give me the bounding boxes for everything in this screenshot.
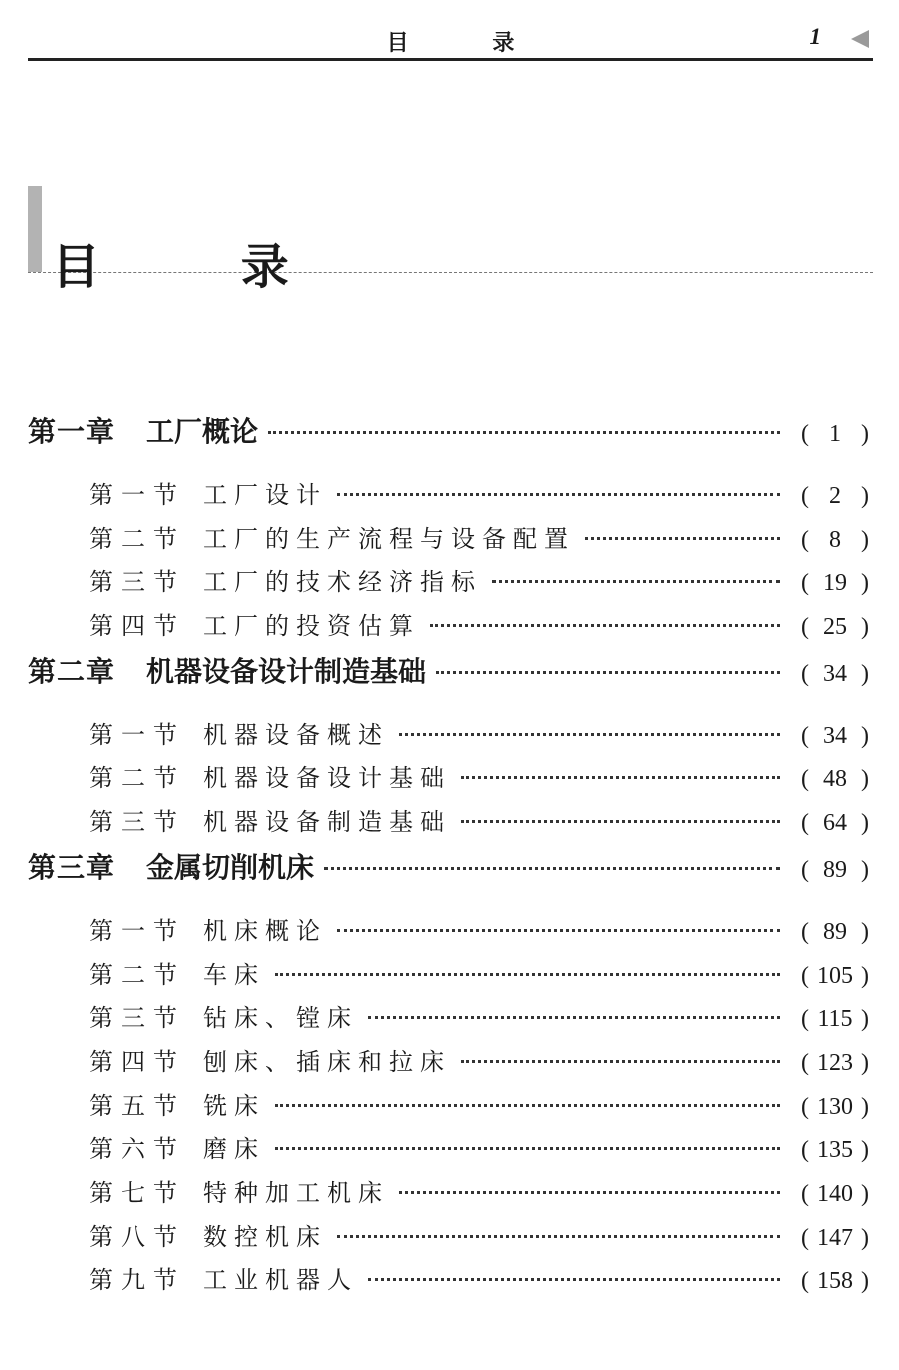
dot-leader <box>430 624 780 627</box>
open-parenthesis: ( <box>801 1093 809 1120</box>
page-reference <box>800 963 870 990</box>
page-reference <box>800 1006 870 1033</box>
dot-leader <box>337 1235 780 1238</box>
page-number-value: 115 <box>817 1006 853 1033</box>
close-parenthesis: ) <box>861 918 869 945</box>
page-number-value: 158 <box>817 1268 853 1295</box>
close-parenthesis: ) <box>861 660 869 687</box>
close-parenthesis: ) <box>861 421 869 447</box>
close-parenthesis: ) <box>861 962 869 989</box>
close-parenthesis: ) <box>861 570 869 597</box>
page-number-value: 1 <box>829 421 841 447</box>
chapter-title: 金属切削机床 <box>146 850 315 884</box>
section-entry[interactable] <box>28 1217 870 1261</box>
table-of-contents <box>28 410 870 1304</box>
dot-leader <box>337 929 780 932</box>
dot-leader <box>275 1104 780 1107</box>
page-number-value: 2 <box>829 483 841 509</box>
section-title: 特种加工机床 <box>203 1178 389 1207</box>
page-reference <box>800 661 870 688</box>
open-parenthesis: ( <box>801 1049 809 1076</box>
open-parenthesis: ( <box>801 918 809 945</box>
section-title: 工厂的投资估算 <box>203 612 420 641</box>
open-parenthesis: ( <box>801 722 809 749</box>
page-reference <box>800 483 870 510</box>
dot-leader <box>461 776 780 779</box>
page-number-value: 140 <box>817 1180 853 1207</box>
section-entry[interactable] <box>28 606 870 650</box>
section-title: 刨床、插床和拉床 <box>203 1047 451 1076</box>
page-reference <box>800 766 870 793</box>
close-parenthesis: ) <box>861 1049 869 1076</box>
toc-title-block <box>28 186 873 296</box>
section-entry[interactable] <box>28 998 870 1042</box>
section-entry[interactable] <box>28 715 870 759</box>
chapter-number: 第二章 <box>28 654 116 688</box>
section-number: 第一节 <box>89 916 185 945</box>
section-entry[interactable] <box>28 1042 870 1086</box>
page-number-value: 105 <box>817 962 853 989</box>
open-parenthesis: ( <box>801 1224 809 1251</box>
section-entry[interactable] <box>28 1260 870 1304</box>
chapter-title: 机器设备设计制造基础 <box>146 654 427 688</box>
page-reference <box>800 421 870 448</box>
dot-leader <box>399 1191 780 1194</box>
running-header <box>28 22 873 61</box>
section-number: 第一节 <box>89 481 185 509</box>
section-title: 工厂的生产流程与设备配置 <box>203 524 575 553</box>
section-entry[interactable] <box>28 911 870 955</box>
page-title: 目 录 <box>52 239 351 296</box>
page-reference <box>800 1268 870 1295</box>
dot-leader <box>585 537 780 540</box>
page-number-value: 147 <box>817 1224 853 1251</box>
running-title: 目 录 <box>386 30 553 56</box>
section-number: 第四节 <box>89 612 185 641</box>
page-reference <box>800 527 870 554</box>
close-parenthesis: ) <box>861 483 869 509</box>
section-entry[interactable] <box>28 1173 870 1217</box>
page-reference <box>800 857 870 884</box>
chapter-number: 第三章 <box>28 850 116 884</box>
dot-leader <box>275 1147 780 1150</box>
dot-leader <box>268 431 780 434</box>
open-parenthesis: ( <box>801 421 809 447</box>
dot-leader <box>324 867 780 870</box>
dot-leader <box>275 973 780 976</box>
page-number-value: 34 <box>823 722 847 749</box>
page-reference <box>800 614 870 641</box>
page-number-value: 19 <box>823 570 847 597</box>
page-number-value: 89 <box>823 856 847 883</box>
section-entry[interactable] <box>28 1129 870 1173</box>
section-title: 机床概论 <box>203 916 327 945</box>
section-number: 第六节 <box>89 1135 185 1164</box>
open-parenthesis: ( <box>801 810 809 837</box>
section-entry[interactable] <box>28 475 870 519</box>
page-reference <box>800 570 870 597</box>
open-parenthesis: ( <box>801 526 809 553</box>
close-parenthesis: ) <box>861 1093 869 1120</box>
page-reference <box>800 1094 870 1121</box>
section-number: 第八节 <box>89 1222 185 1251</box>
section-number: 第四节 <box>89 1047 185 1076</box>
section-title: 数控机床 <box>203 1222 327 1251</box>
section-entry[interactable] <box>28 562 870 606</box>
page-number-value: 123 <box>817 1049 853 1076</box>
section-title: 机器设备概述 <box>203 720 389 749</box>
close-parenthesis: ) <box>861 1224 869 1251</box>
close-parenthesis: ) <box>861 856 869 883</box>
page-reference <box>800 1181 870 1208</box>
page-reference <box>800 1137 870 1164</box>
open-parenthesis: ( <box>801 1180 809 1207</box>
close-parenthesis: ) <box>861 810 869 837</box>
page-number: 1 <box>809 24 821 49</box>
section-number: 第九节 <box>89 1266 185 1295</box>
section-number: 第二节 <box>89 524 185 553</box>
close-parenthesis: ) <box>861 1006 869 1033</box>
title-accent-bar <box>28 186 42 272</box>
section-title: 工业机器人 <box>203 1266 358 1295</box>
dot-leader <box>399 733 780 736</box>
page-number-value: 130 <box>817 1093 853 1120</box>
section-number: 第三节 <box>89 568 185 597</box>
page-number-value: 8 <box>829 526 841 553</box>
page-reference <box>800 810 870 837</box>
section-entry[interactable] <box>28 758 870 802</box>
section-number: 第二节 <box>89 764 185 793</box>
open-parenthesis: ( <box>801 483 809 509</box>
page-reference <box>800 723 870 750</box>
section-number: 第二节 <box>89 960 185 989</box>
section-title: 车床 <box>203 960 265 989</box>
open-parenthesis: ( <box>801 660 809 687</box>
dot-leader <box>492 580 780 583</box>
open-parenthesis: ( <box>801 856 809 883</box>
close-parenthesis: ) <box>861 1137 869 1164</box>
section-title: 工厂的技术经济指标 <box>203 568 482 597</box>
dot-leader <box>461 820 780 823</box>
section-title: 磨床 <box>203 1135 265 1164</box>
page-reference <box>800 919 870 946</box>
open-parenthesis: ( <box>801 614 809 641</box>
chapter-entry[interactable] <box>28 846 870 898</box>
open-parenthesis: ( <box>801 570 809 597</box>
page-reference <box>800 1225 870 1252</box>
section-title: 铣床 <box>203 1091 265 1120</box>
chapter-entry[interactable] <box>28 410 870 462</box>
close-parenthesis: ) <box>861 1268 869 1295</box>
page-reference <box>800 1050 870 1077</box>
page-number-value: 89 <box>823 918 847 945</box>
dot-leader <box>461 1060 780 1063</box>
chapter-title: 工厂概论 <box>146 415 259 448</box>
open-parenthesis: ( <box>801 1006 809 1033</box>
close-parenthesis: ) <box>861 526 869 553</box>
close-parenthesis: ) <box>861 1180 869 1207</box>
section-number: 第五节 <box>89 1091 185 1120</box>
section-number: 第三节 <box>89 1004 185 1033</box>
left-triangle-icon <box>851 30 869 48</box>
page-number-value: 34 <box>823 660 847 687</box>
open-parenthesis: ( <box>801 962 809 989</box>
section-number: 第三节 <box>89 808 185 837</box>
section-title: 机器设备制造基础 <box>203 808 451 837</box>
section-title: 工厂设计 <box>203 481 327 509</box>
section-number: 第七节 <box>89 1178 185 1207</box>
close-parenthesis: ) <box>861 722 869 749</box>
dot-leader <box>436 671 780 674</box>
dot-leader <box>368 1278 780 1281</box>
close-parenthesis: ) <box>861 614 869 641</box>
page-number-value: 64 <box>823 810 847 837</box>
page-number-value: 48 <box>823 766 847 793</box>
section-title: 钻床、镗床 <box>203 1004 358 1033</box>
dot-leader <box>368 1016 780 1019</box>
chapter-entry[interactable] <box>28 650 870 702</box>
section-entry[interactable] <box>28 1086 870 1130</box>
open-parenthesis: ( <box>801 766 809 793</box>
section-number: 第一节 <box>89 720 185 749</box>
section-entry[interactable] <box>28 802 870 846</box>
page-number-value: 25 <box>823 614 847 641</box>
open-parenthesis: ( <box>801 1137 809 1164</box>
open-parenthesis: ( <box>801 1268 809 1295</box>
section-entry[interactable] <box>28 519 870 563</box>
close-parenthesis: ) <box>861 766 869 793</box>
page-number-value: 135 <box>817 1137 853 1164</box>
section-entry[interactable] <box>28 955 870 999</box>
chapter-number: 第一章 <box>28 415 116 448</box>
section-title: 机器设备设计基础 <box>203 764 451 793</box>
dot-leader <box>337 493 780 496</box>
